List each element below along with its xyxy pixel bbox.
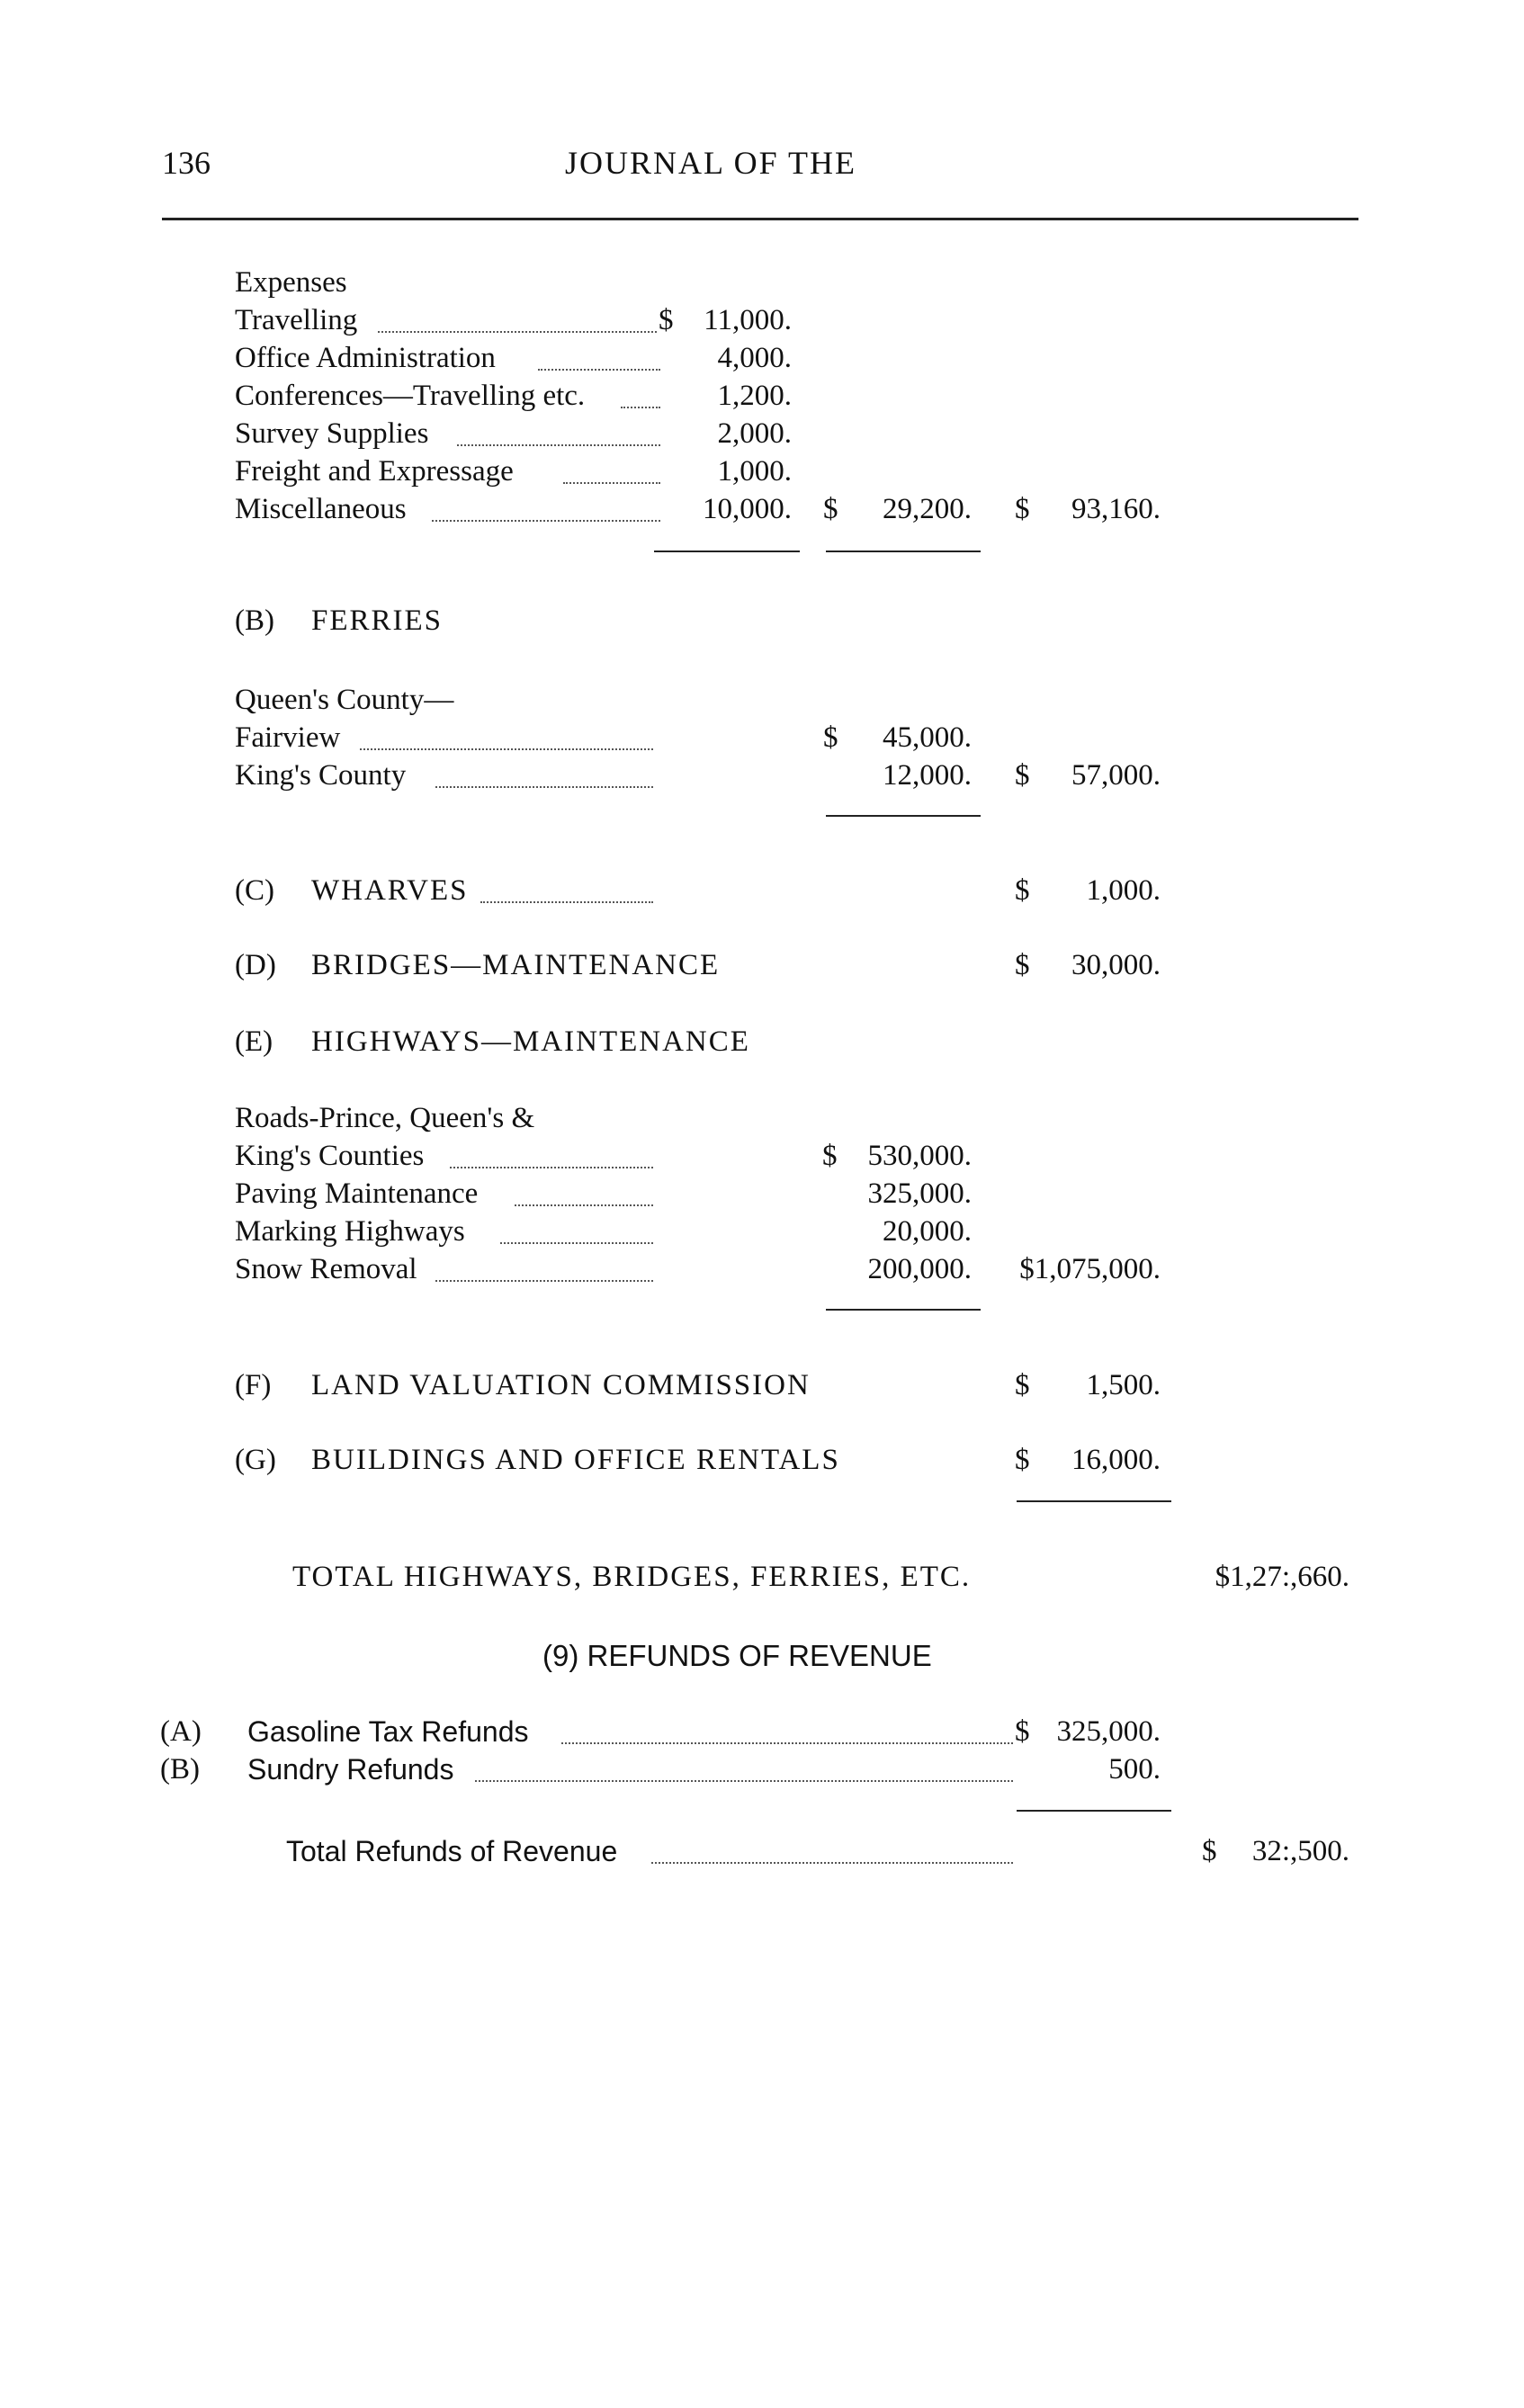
dot-leader	[538, 369, 660, 371]
dollar-sign: $	[1015, 1444, 1030, 1476]
expense-amount: 10,000.	[703, 493, 792, 525]
county-heading: Queen's County—	[235, 684, 454, 716]
header-rule	[162, 218, 1358, 220]
refund-amount: 325,000.	[1056, 1715, 1161, 1748]
wharves-amount: 1,000.	[1086, 874, 1161, 907]
section-letter: (B)	[235, 604, 274, 637]
dot-leader	[457, 444, 660, 446]
section-title: BRIDGES—MAINTENANCE	[311, 949, 721, 981]
highway-label: Paving Maintenance	[235, 1177, 479, 1210]
highway-amount: 325,000.	[867, 1177, 972, 1210]
section-title: HIGHWAYS—MAINTENANCE	[311, 1025, 750, 1058]
dollar-sign: $	[1015, 759, 1030, 792]
section-letter: (G)	[235, 1444, 276, 1476]
ferry-amount: 45,000.	[883, 721, 972, 754]
refunds-total-amount: 32:,500.	[1251, 1835, 1349, 1867]
dot-leader	[435, 1280, 653, 1282]
expense-label: Office Administration	[235, 342, 496, 374]
running-title: JOURNAL OF THE	[565, 145, 857, 181]
section-title: WHARVES	[311, 874, 469, 907]
expense-label: Survey Supplies	[235, 417, 429, 450]
expense-amount: 1,000.	[717, 455, 792, 488]
ferries-total: 57,000.	[1071, 759, 1161, 792]
dot-leader	[378, 331, 657, 333]
dot-leader	[561, 1742, 1013, 1744]
refund-letter: (B)	[160, 1753, 200, 1786]
dot-leader	[450, 1167, 653, 1168]
section-letter: (D)	[235, 949, 276, 981]
section-title: LAND VALUATION COMMISSION	[311, 1369, 811, 1401]
section-letter: (E)	[235, 1025, 273, 1058]
roads-heading: Roads-Prince, Queen's &	[235, 1102, 535, 1134]
refund-letter: (A)	[160, 1715, 202, 1748]
highway-amount: 200,000.	[867, 1253, 972, 1285]
expense-label: Travelling	[235, 304, 358, 336]
highway-label: King's Counties	[235, 1140, 425, 1172]
subtotal-rule	[826, 551, 981, 552]
ferry-label: King's County	[235, 759, 407, 792]
highway-label: Marking Highways	[235, 1215, 465, 1248]
dot-leader	[515, 1204, 653, 1206]
expense-amount: 2,000.	[717, 417, 792, 450]
dot-leader	[360, 748, 653, 750]
dollar-sign: $	[1202, 1835, 1217, 1867]
subtotal-rule	[654, 551, 800, 552]
dollar-sign: $	[659, 304, 674, 336]
dot-leader	[563, 482, 660, 484]
subtotal-rule	[826, 1309, 981, 1311]
refunds-total-label: Total Refunds of Revenue	[286, 1835, 618, 1867]
highways-total: $1,075,000.	[1019, 1253, 1161, 1285]
ferry-amount: 12,000.	[883, 759, 972, 792]
dollar-sign: $	[823, 721, 838, 754]
expenses-total: 93,160.	[1071, 493, 1161, 525]
dollar-sign: $	[1015, 1369, 1030, 1401]
dot-leader	[432, 520, 660, 522]
dot-leader	[500, 1242, 653, 1244]
grand-total-amount: $1,27:,660.	[1215, 1561, 1349, 1593]
dot-leader	[475, 1780, 1013, 1782]
dollar-sign: $	[822, 1140, 838, 1172]
refund-amount: 500.	[1108, 1753, 1161, 1786]
expense-label: Conferences—Travelling etc.	[235, 380, 586, 412]
highway-label: Snow Removal	[235, 1253, 417, 1285]
dollar-sign: $	[1015, 1715, 1030, 1748]
refund-label: Sundry Refunds	[247, 1753, 454, 1786]
expense-amount: 4,000.	[717, 342, 792, 374]
refunds-heading: (9) REFUNDS OF REVENUE	[542, 1639, 932, 1672]
dollar-sign: $	[823, 493, 838, 525]
dot-leader	[621, 407, 660, 408]
dot-leader	[651, 1862, 1013, 1864]
expense-amount: 1,200.	[717, 380, 792, 412]
section-title: FERRIES	[311, 604, 444, 637]
dollar-sign: $	[1015, 874, 1030, 907]
dot-leader	[480, 901, 653, 903]
dollar-sign: $	[1015, 493, 1030, 525]
expenses-subtotal: 29,200.	[883, 493, 972, 525]
buildings-amount: 16,000.	[1071, 1444, 1161, 1476]
ferry-label: Fairview	[235, 721, 341, 754]
highway-amount: 20,000.	[883, 1215, 972, 1248]
land-amount: 1,500.	[1086, 1369, 1161, 1401]
expense-amount: 11,000.	[704, 304, 792, 336]
expenses-heading: Expenses	[235, 266, 347, 299]
subtotal-rule	[1017, 1810, 1171, 1812]
dot-leader	[435, 786, 653, 788]
subtotal-rule	[826, 815, 981, 817]
highway-amount: 530,000.	[867, 1140, 972, 1172]
grand-total-label: TOTAL HIGHWAYS, BRIDGES, FERRIES, ETC.	[292, 1561, 972, 1593]
subtotal-rule	[1017, 1500, 1171, 1502]
section-title: BUILDINGS AND OFFICE RENTALS	[311, 1444, 840, 1476]
bridges-amount: 30,000.	[1071, 949, 1161, 981]
refund-label: Gasoline Tax Refunds	[247, 1715, 529, 1748]
dollar-sign: $	[1015, 949, 1030, 981]
expense-label: Freight and Expressage	[235, 455, 514, 488]
section-letter: (C)	[235, 874, 274, 907]
page-number: 136	[162, 145, 211, 181]
section-letter: (F)	[235, 1369, 272, 1401]
expense-label: Miscellaneous	[235, 493, 407, 525]
